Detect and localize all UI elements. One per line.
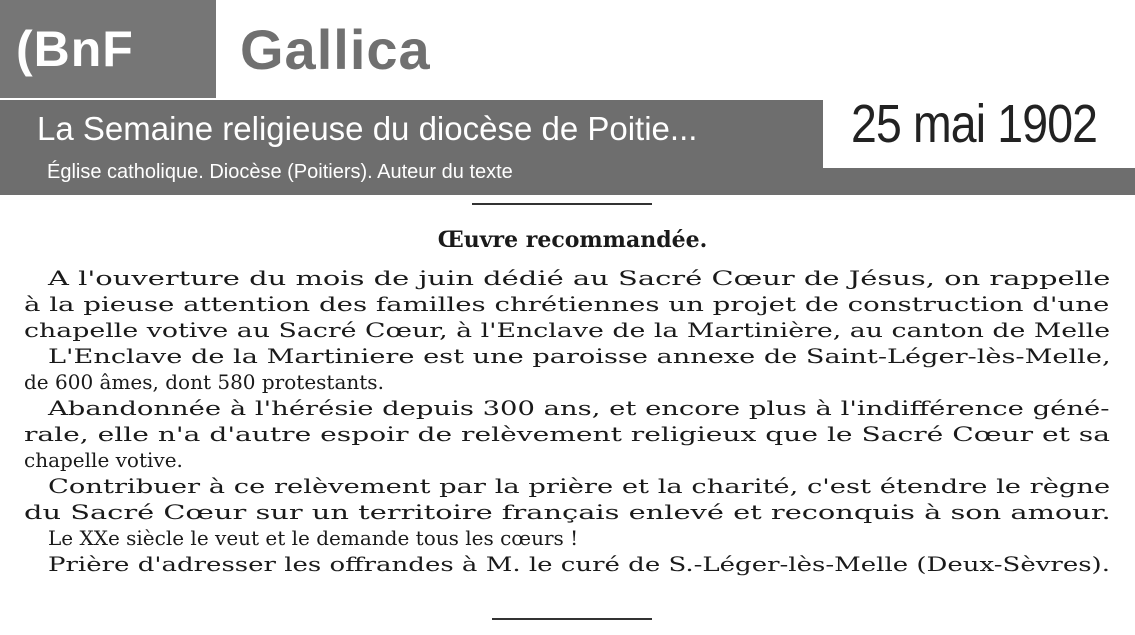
- article-line: Abandonnée à l'hérésie depuis 300 ans, et encore plus à l'indifférence géné-: [48, 396, 1110, 420]
- article-line: chapelle votive au Sacré Cœur, à l'Enclave de la Martinière, au canton de Melle: [24, 318, 1111, 342]
- issue-date: 25 mai 1902: [851, 94, 1098, 154]
- document-page: [0, 195, 1135, 635]
- article-line: Prière d'adresser les offrandes à M. le curé de S.-Léger-lès-Melle (Deux-Sèvres).: [48, 552, 1110, 576]
- header-strip: [823, 168, 1135, 195]
- gallica-logo[interactable]: Gallica: [240, 18, 431, 81]
- document-title[interactable]: La Semaine religieuse du diocèse de Poitie...: [37, 110, 698, 147]
- separator-rule-top: [472, 203, 652, 205]
- article-heading: Œuvre recommandée.: [437, 227, 708, 253]
- separator-rule-bottom: [492, 618, 652, 620]
- article-line: du Sacré Cœur sur un territoire français enlevé et reconquis à son amour.: [24, 500, 1111, 524]
- article-line: à la pieuse attention des familles chrétiennes un projet de construction d'une: [24, 292, 1110, 316]
- issue-date-box: [823, 84, 1135, 168]
- article-line: rale, elle n'a d'autre espoir de relèvement religieux que le Sacré Cœur et sa: [24, 422, 1110, 446]
- article-line: Le XXe siècle le veut et le demande tous les cœurs !: [48, 526, 579, 550]
- article-line: Contribuer à ce relèvement par la prière et la charité, c'est étendre le règne: [48, 474, 1111, 498]
- article-line: chapelle votive.: [24, 448, 183, 472]
- document-author[interactable]: Église catholique. Diocèse (Poitiers). Auteur du texte: [47, 161, 513, 183]
- article-line: A l'ouverture du mois de juin dédié au Sacré Cœur de Jésus, on rappelle: [48, 266, 1111, 290]
- article-line: de 600 âmes, dont 580 protestants.: [24, 370, 384, 394]
- document-title-band: [0, 100, 823, 195]
- article-line: L'Enclave de la Martiniere est une paroisse annexe de Saint-Léger-lès-Melle,: [48, 344, 1111, 368]
- bnf-logo[interactable]: (BnF: [0, 0, 216, 98]
